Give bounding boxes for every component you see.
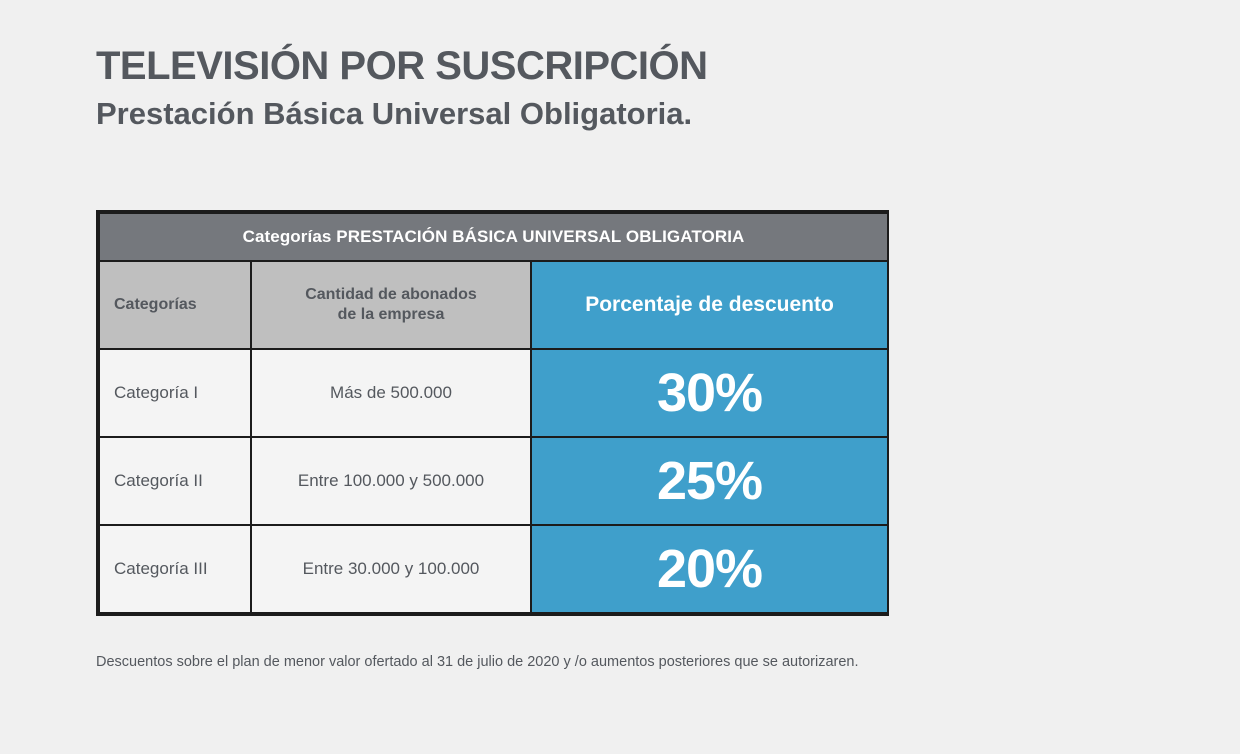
table-banner-row (99, 213, 888, 261)
table-header-row (99, 261, 888, 349)
cell-abonados: Entre 100.000 y 500.000 (251, 437, 531, 525)
cell-descuento: 20% (531, 525, 888, 613)
table-row (99, 349, 888, 437)
column-header-descuento: Porcentaje de descuento (531, 261, 888, 349)
table-row (99, 437, 888, 525)
cell-abonados: Más de 500.000 (251, 349, 531, 437)
cell-categoria: Categoría I (99, 349, 251, 437)
page-title: TELEVISIÓN POR SUSCRIPCIÓN (96, 44, 708, 88)
cell-descuento: 25% (531, 437, 888, 525)
footnote: Descuentos sobre el plan de menor valor ofertado al 31 de julio de 2020 y /o aumentos posteriores que se autorizaren. (96, 653, 859, 670)
column-header-abonados-line2: de la empresa (337, 305, 445, 323)
cell-descuento: 30% (531, 349, 888, 437)
cell-abonados: Entre 30.000 y 100.000 (251, 525, 531, 613)
table-banner: Categorías PRESTACIÓN BÁSICA UNIVERSAL OBLIGATORIA (99, 213, 888, 261)
column-header-categoria: Categorías (99, 261, 251, 349)
column-header-abonados (251, 261, 531, 349)
column-header-abonados-line1: Cantidad de abonados (305, 285, 477, 303)
table-row (99, 525, 888, 613)
cell-categoria: Categoría II (99, 437, 251, 525)
cell-categoria: Categoría III (99, 525, 251, 613)
page-subtitle: Prestación Básica Universal Obligatoria. (96, 95, 693, 131)
categories-table (96, 210, 889, 616)
